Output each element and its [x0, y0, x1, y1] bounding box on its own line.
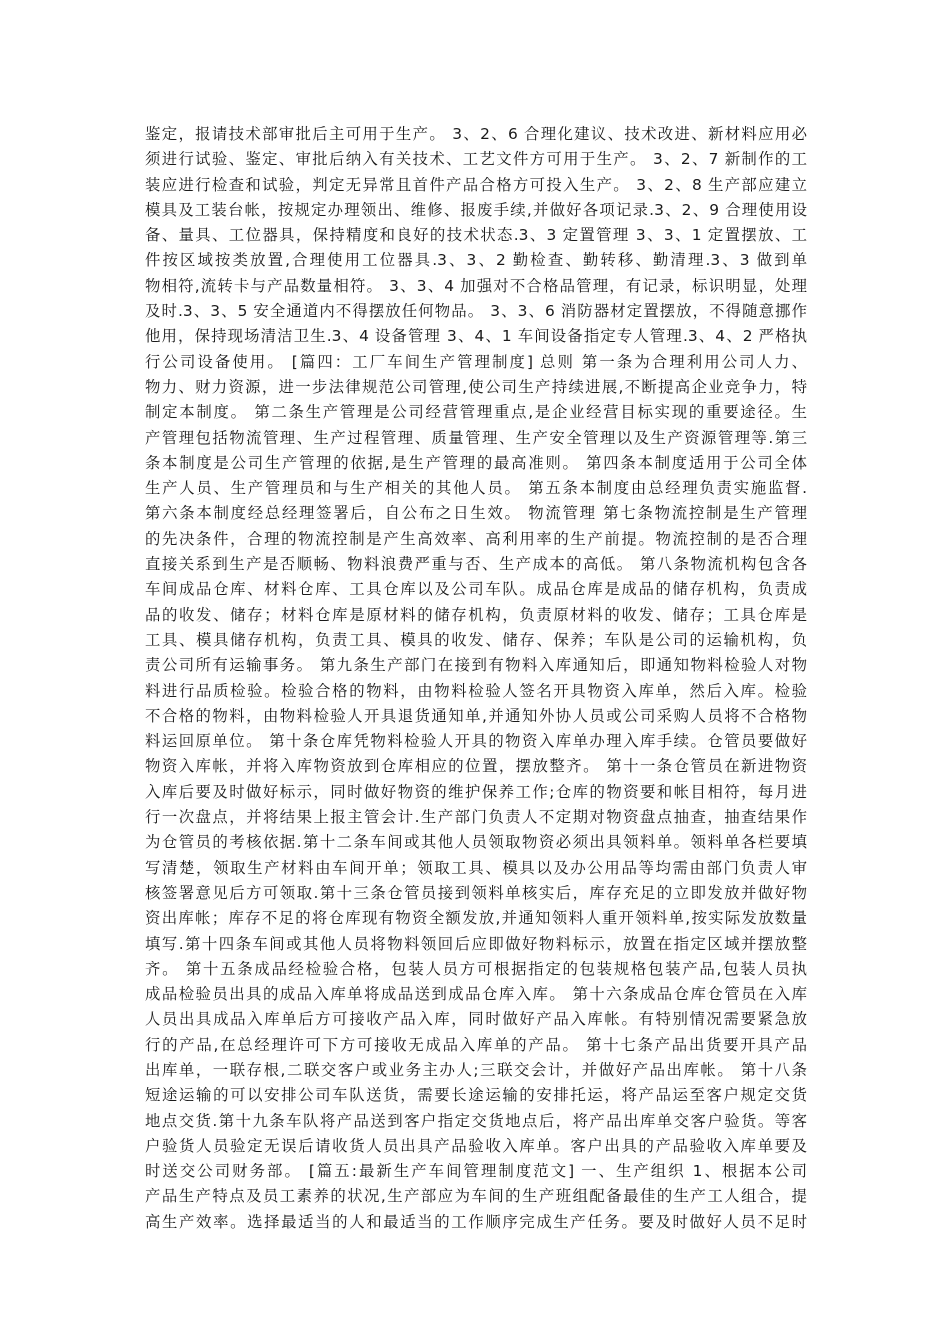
- text-line: 时送交公司财务部。 [篇五:最新生产车间管理制度范文] 一、生产组织 1、根据本公司: [145, 1162, 807, 1181]
- text-line: 工具、模具储存机构，负责工具、模具的收发、储存、保养；车队是公司的运输机构，负: [145, 630, 807, 649]
- text-line: [145, 1235, 807, 1260]
- text-line: 物相符,流转卡与产品数量相符。 3、3、4 加强对不合格品管理，有记录，标识明显，处理: [145, 276, 807, 295]
- text-line: 地点交货.第十九条车队将产品送到客户指定交货地点后，将产品出库单交客户验货。等客: [145, 1111, 807, 1130]
- text-line: 他用，保持现场清洁卫生.3、4 设备管理 3、4、1 车间设备指定专人管理.3、4、2 严格执: [145, 327, 807, 346]
- text-line: 填写.第十四条车间或其他人员将物料领回后应即做好物料标示，放置在指定区域并摆放整: [145, 934, 807, 953]
- text-line: 行的产品,在总经理许可下方可接收无成品入库单的产品。 第十七条产品出货要开具产品: [145, 1035, 807, 1054]
- text-line: 资出库帐；库存不足的将仓库现有物资全额发放,并通知领料人重开领料单,按实际发放数量: [145, 909, 807, 928]
- text-line: 责公司所有运输事务。 第九条生产部门在接到有物料入库通知后，即通知物料检验人对物: [145, 656, 807, 675]
- text-line: 件按区域按类放置,合理使用工位器具.3、3、2 勤检查、勤转移、勤清理.3、3 做到单: [145, 251, 807, 270]
- text-line: 条本制度是公司生产管理的依据,是生产管理的最高准则。 第四条本制度适用于公司全体: [145, 453, 807, 472]
- text-line: 鉴定，报请技术部审批后主可用于生产。 3、2、6 合理化建议、技术改进、新材料应用必: [145, 125, 807, 143]
- text-line: 人员出具成品入库单后方可接收产品入库，同时做好产品入库帐。有特别情况需要紧急放: [145, 1010, 807, 1029]
- text-line: 及时.3、3、5 安全通道内不得摆放任何物品。 3、3、6 消防器材定置摆放，不得随意挪作: [145, 302, 807, 321]
- text-line: 品的收发、储存；材料仓库是原材料的储存机构，负责原材料的收发、储存；工具仓库是: [145, 605, 807, 624]
- text-line: 料进行品质检验。检验合格的物料，由物料检验人签名开具物资入库单，然后入库。检验: [145, 681, 807, 700]
- text-line: 车间成品仓库、材料仓库、工具仓库以及公司车队。成品仓库是成品的储存机构，负责成: [145, 580, 807, 599]
- text-line: 装应进行检查和试验，判定无异常且首件产品合格方可投入生产。 3、2、8 生产部应建立: [145, 175, 807, 194]
- text-line: 物力、财力资源，进一步法律规范公司管理,使公司生产持续进展,不断提高企业竞争力，特: [145, 377, 807, 396]
- text-line: 备、量具、工位器具，保持精度和良好的技术状态.3、3 定置管理 3、3、1 定置摆放、工: [145, 226, 807, 245]
- text-line: 第六条本制度经总经理签署后，自公布之日生效。 物流管理 第七条物流控制是生产管理: [145, 504, 807, 523]
- text-line: 成品检验员出具的成品入库单将成品送到成品仓库入库。 第十六条成品仓库仓管员在入库: [145, 985, 807, 1004]
- text-line: 模具及工装台帐，按规定办理领出、维修、报废手续,并做好各项记录.3、2、9 合理使用设: [145, 200, 807, 219]
- text-line: 入库后要及时做好标示，同时做好物资的维护保养工作;仓库的物资要和帐目相符，每月进: [145, 782, 807, 801]
- text-line: 行公司设备使用。 [篇四：工厂车间生产管理制度] 总则 第一条为合理利用公司人力、: [145, 352, 807, 371]
- text-line: 直接关系到生产是否顺畅、物料浪费严重与否、生产成本的高低。 第八条物流机构包含各: [145, 555, 807, 574]
- text-line: 产管理包括物流管理、生产过程管理、质量管理、生产安全管理以及生产资源管理等.第三: [145, 428, 807, 447]
- text-line: 料运回原单位。 第十条仓库凭物料检验人开具的物资入库单办理入库手续。仓管员要做好: [145, 732, 807, 751]
- text-line: 户验货人员验定无误后请收货人员出具产品验收入库单。客户出具的产品验收入库单要及: [145, 1136, 807, 1155]
- text-line: 生产人员、生产管理员和与生产相关的其他人员。 第五条本制度由总经理负责实施监督.: [145, 479, 807, 498]
- text-line: 出库单，一联存根,二联交客户或业务主办人;三联交会计，并做好产品出库帐。 第十八条: [145, 1060, 807, 1079]
- text-line: 行一次盘点，并将结果上报主管会计.生产部门负责人不定期对物资盘点抽查，抽查结果作: [145, 808, 807, 827]
- body-text: [145, 122, 807, 1260]
- text-line: 不合格的物料，由物料检验人开具退货通知单,并通知外协人员或公司采购人员将不合格物: [145, 706, 807, 725]
- text-line: 高生产效率。选择最适当的人和最适当的工作顺序完成生产任务。要及时做好人员不足时: [145, 1212, 807, 1231]
- text-line: 短途运输的可以安排公司车队送货，需要长途运输的安排托运，将产品运至客户规定交货: [145, 1086, 807, 1105]
- text-line: 制定本制度。 第二条生产管理是公司经营管理重点,是企业经营目标实现的重要途径。生: [145, 403, 807, 422]
- text-line: 产品生产特点及员工素养的状况,生产部应为车间的生产班组配备最佳的生产工人组合，提: [145, 1187, 807, 1206]
- text-line: 核签署意见后方可领取.第十三条仓管员接到领料单核实后，库存充足的立即发放并做好物: [145, 883, 807, 902]
- text-line: 须进行试验、鉴定、审批后纳入有关技术、工艺文件方可用于生产。 3、2、7 新制作的工: [145, 150, 807, 169]
- text-line: 为仓管员的考核依据.第十二条车间或其他人员领取物资必须出具领料单。领料单各栏要填: [145, 833, 807, 852]
- text-line: 齐。 第十五条成品经检验合格，包装人员方可根据指定的包装规格包装产品,包装人员执: [145, 959, 807, 978]
- text-line: 物资入库帐，并将入库物资放到仓库相应的位置，摆放整齐。 第十一条仓管员在新进物资: [145, 757, 807, 776]
- text-line: 写清楚，领取生产材料由车间开单；领取工具、模具以及办公用品等均需由部门负责人审: [145, 858, 807, 877]
- text-line: 的先决条件，合理的物流控制是产生高效率、高利用率的生产前提。物流控制的是否合理: [145, 529, 807, 548]
